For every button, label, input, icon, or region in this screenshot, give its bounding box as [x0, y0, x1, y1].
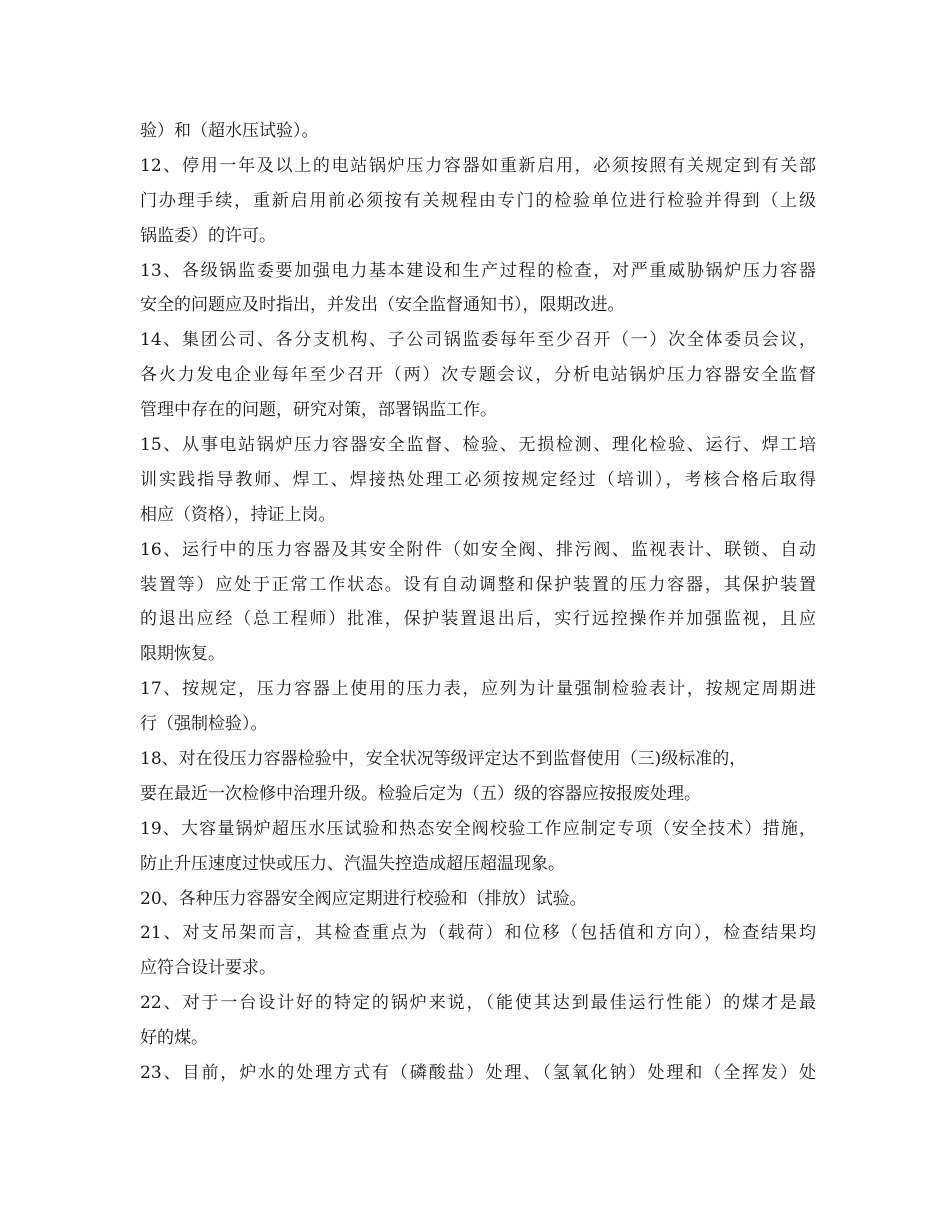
- text-line: 16、运行中的压力容器及其安全附件（如安全阀、排污阀、监视表计、联锁、自动: [140, 539, 816, 560]
- text-line: 21、对支吊架而言，其检查重点为（载荷）和位移（包括值和方向），检查结果均: [140, 923, 816, 944]
- text-line: 22、对于一台设计好的特定的锅炉来说，（能使其达到最佳运行性能）的煤才是最: [140, 993, 816, 1014]
- text-line: 安全的问题应及时指出，并发出（安全监督通知书），限期改进。: [140, 295, 625, 316]
- text-line: 14、集团公司、各分支机构、子公司锅监委每年至少召开（一）次全体委员会议，: [140, 330, 816, 351]
- text-line: 门办理手续，重新启用前必须按有关规程由专门的检验单位进行检验并得到（上级: [140, 190, 816, 211]
- text-line: 验）和（超水压试验）。: [140, 121, 319, 141]
- text-line: 防止升压速度过快或压力、汽温失控造成超压超温现象。: [140, 853, 565, 874]
- text-line: 20、各种压力容器安全阀应定期进行校验和（排放）试验。: [140, 888, 587, 909]
- text-line: 应符合设计要求。: [140, 958, 276, 979]
- text-line: 好的煤。: [140, 1028, 208, 1049]
- text-line: 19、大容量锅炉超压水压试验和热态安全阀校验工作应制定专项（安全技术）措施，: [140, 818, 816, 839]
- text-line: 23、目前，炉水的处理方式有（磷酸盐）处理、（氢氧化钠）处理和（全挥发）处: [140, 1063, 816, 1084]
- text-line: 12、停用一年及以上的电站锅炉压力容器如重新启用，必须按照有关规定到有关部: [140, 155, 816, 176]
- text-line: 要在最近一次检修中治理升级。检验后定为（五）级的容器应按报废处理。: [140, 783, 701, 804]
- text-line: 限期恢复。: [140, 644, 225, 665]
- text-line: 18、对在役压力容器检验中，安全状况等级评定达不到监督使用（三)级标准的，: [140, 749, 747, 770]
- text-line: 管理中存在的问题，研究对策，部署锅监工作。: [140, 400, 497, 421]
- text-line: 训实践指导教师、焊工、焊接热处理工必须按规定经过（培训），考核合格后取得: [140, 469, 816, 490]
- text-line: 锅监委）的许可。: [140, 225, 276, 246]
- text-line: 行（强制检验）。: [140, 714, 268, 735]
- text-line: 装置等）应处于正常工作状态。设有自动调整和保护装置的压力容器，其保护装置: [140, 574, 816, 595]
- text-line: 13、各级锅监委要加强电力基本建设和生产过程的检查，对严重威胁锅炉压力容器: [140, 260, 816, 281]
- text-line: 17、按规定，压力容器上使用的压力表，应列为计量强制检验表计，按规定周期进: [140, 679, 816, 700]
- text-line: 的退出应经（总工程师）批准，保护装置退出后，实行远控操作并加强监视，且应: [140, 609, 816, 630]
- text-line: 15、从事电站锅炉压力容器安全监督、检验、无损检测、理化检验、运行、焊工培: [140, 435, 816, 456]
- document-page: [140, 114, 816, 1091]
- text-line: 相应（资格），持证上岗。: [140, 504, 336, 525]
- text-line: 各火力发电企业每年至少召开（两）次专题会议，分析电站锅炉压力容器安全监督: [140, 365, 816, 386]
